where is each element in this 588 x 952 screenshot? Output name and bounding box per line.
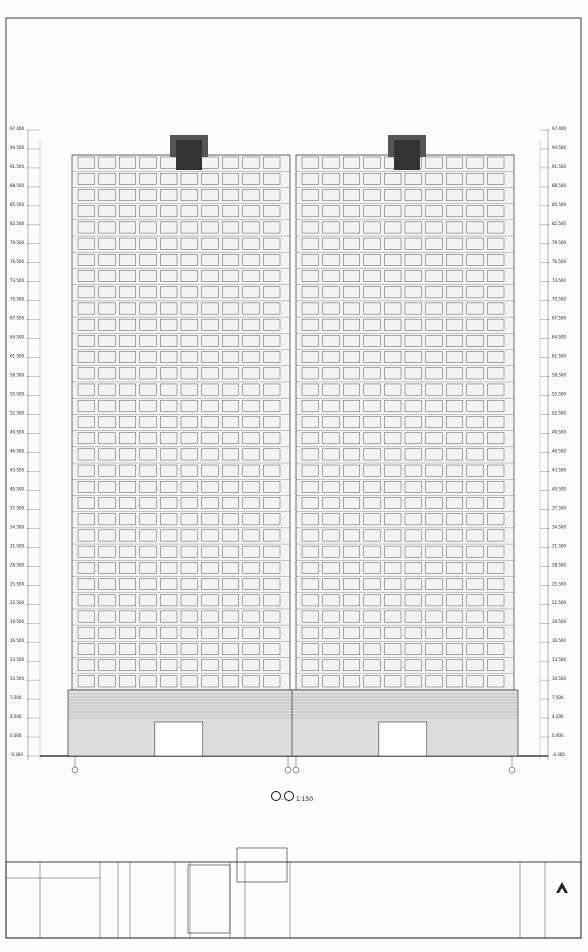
registration-stamp xyxy=(188,865,230,933)
level-label: 16.500 xyxy=(10,638,24,644)
axis-marker-4 xyxy=(509,767,515,773)
level-label: 88.500 xyxy=(10,182,24,188)
level-label: 22.500 xyxy=(10,600,24,606)
level-label: 40.500 xyxy=(10,486,24,492)
level-label: 70.500 xyxy=(552,296,566,302)
level-label: 94.500 xyxy=(552,144,566,150)
level-label: 82.500 xyxy=(552,220,566,226)
level-label: 82.500 xyxy=(10,220,24,226)
axis-marker-2 xyxy=(285,767,291,773)
level-label: 37.500 xyxy=(552,505,566,511)
level-label: 73.500 xyxy=(552,277,566,283)
axis-marker-3 xyxy=(293,767,299,773)
level-label: 70.500 xyxy=(10,296,24,302)
level-label: 91.500 xyxy=(552,163,566,169)
level-label: 0.000 xyxy=(552,733,564,739)
title-block xyxy=(6,862,581,938)
level-label: 79.500 xyxy=(552,239,566,245)
level-label: 34.500 xyxy=(552,524,566,530)
level-label: 13.500 xyxy=(10,657,24,663)
level-label: 94.500 xyxy=(10,144,24,150)
level-label: 22.500 xyxy=(552,600,566,606)
approval-stamp xyxy=(237,848,287,882)
level-label: 31.500 xyxy=(10,543,24,549)
level-label: 31.500 xyxy=(552,543,566,549)
level-label: 7.500 xyxy=(10,695,22,701)
caption-axis-start xyxy=(271,791,281,801)
level-label: 58.500 xyxy=(552,372,566,378)
level-label: 28.500 xyxy=(552,562,566,568)
stair-core-right xyxy=(394,140,420,170)
level-label: 76.500 xyxy=(10,258,24,264)
right-level-labels xyxy=(540,126,566,757)
level-label: 7.500 xyxy=(552,695,564,701)
level-label: 49.500 xyxy=(10,429,24,435)
entrance xyxy=(155,722,203,756)
level-label: -0.300 xyxy=(10,752,23,757)
level-label: 85.500 xyxy=(552,201,566,207)
caption-axis-end xyxy=(284,791,294,801)
level-label: 67.500 xyxy=(552,315,566,321)
level-label: 19.500 xyxy=(10,619,24,625)
level-label: 64.500 xyxy=(552,334,566,340)
level-label: 46.500 xyxy=(10,448,24,454)
level-label: 97.400 xyxy=(552,126,566,131)
level-label: -0.300 xyxy=(552,752,565,757)
level-label: 40.500 xyxy=(552,486,566,492)
level-label: 43.500 xyxy=(10,467,24,473)
level-label: 49.500 xyxy=(552,429,566,435)
right-tower xyxy=(292,155,518,756)
level-label: 64.500 xyxy=(10,334,24,340)
level-label: 13.500 xyxy=(552,657,566,663)
level-label: 91.500 xyxy=(10,163,24,169)
level-label: 10.500 xyxy=(10,676,24,682)
level-label: 79.500 xyxy=(10,239,24,245)
level-label: 85.500 xyxy=(10,201,24,207)
level-label: 19.500 xyxy=(552,619,566,625)
level-label: 25.500 xyxy=(10,581,24,587)
level-label: 76.500 xyxy=(552,258,566,264)
level-label: 34.500 xyxy=(10,524,24,530)
axis-marker-1 xyxy=(72,767,78,773)
level-label: 0.000 xyxy=(10,733,22,739)
level-label: 10.500 xyxy=(552,676,566,682)
level-label: 25.500 xyxy=(552,581,566,587)
level-label: 37.500 xyxy=(10,505,24,511)
level-label: 46.500 xyxy=(552,448,566,454)
stair-core-left xyxy=(176,140,202,170)
level-label: 55.500 xyxy=(552,391,566,397)
level-label: 58.500 xyxy=(10,372,24,378)
level-label: 97.400 xyxy=(10,126,24,131)
level-label: 55.500 xyxy=(10,391,24,397)
level-label: 73.500 xyxy=(10,277,24,283)
entrance xyxy=(379,722,427,756)
level-label: 52.500 xyxy=(10,410,24,416)
level-label: 16.500 xyxy=(552,638,566,644)
level-label: 52.500 xyxy=(552,410,566,416)
company-logo xyxy=(556,882,568,893)
left-level-labels xyxy=(10,126,40,757)
caption-scale: 1:150 xyxy=(295,796,314,803)
level-label: 28.500 xyxy=(10,562,24,568)
left-tower xyxy=(68,155,294,756)
level-label: 4.500 xyxy=(10,714,22,720)
level-label: 43.500 xyxy=(552,467,566,473)
level-label: 4.500 xyxy=(552,714,564,720)
drawing-caption: – 1:150 xyxy=(252,791,332,801)
level-label: 61.500 xyxy=(10,353,24,359)
level-label: 88.500 xyxy=(552,182,566,188)
level-label: 61.500 xyxy=(552,353,566,359)
level-label: 67.500 xyxy=(10,315,24,321)
